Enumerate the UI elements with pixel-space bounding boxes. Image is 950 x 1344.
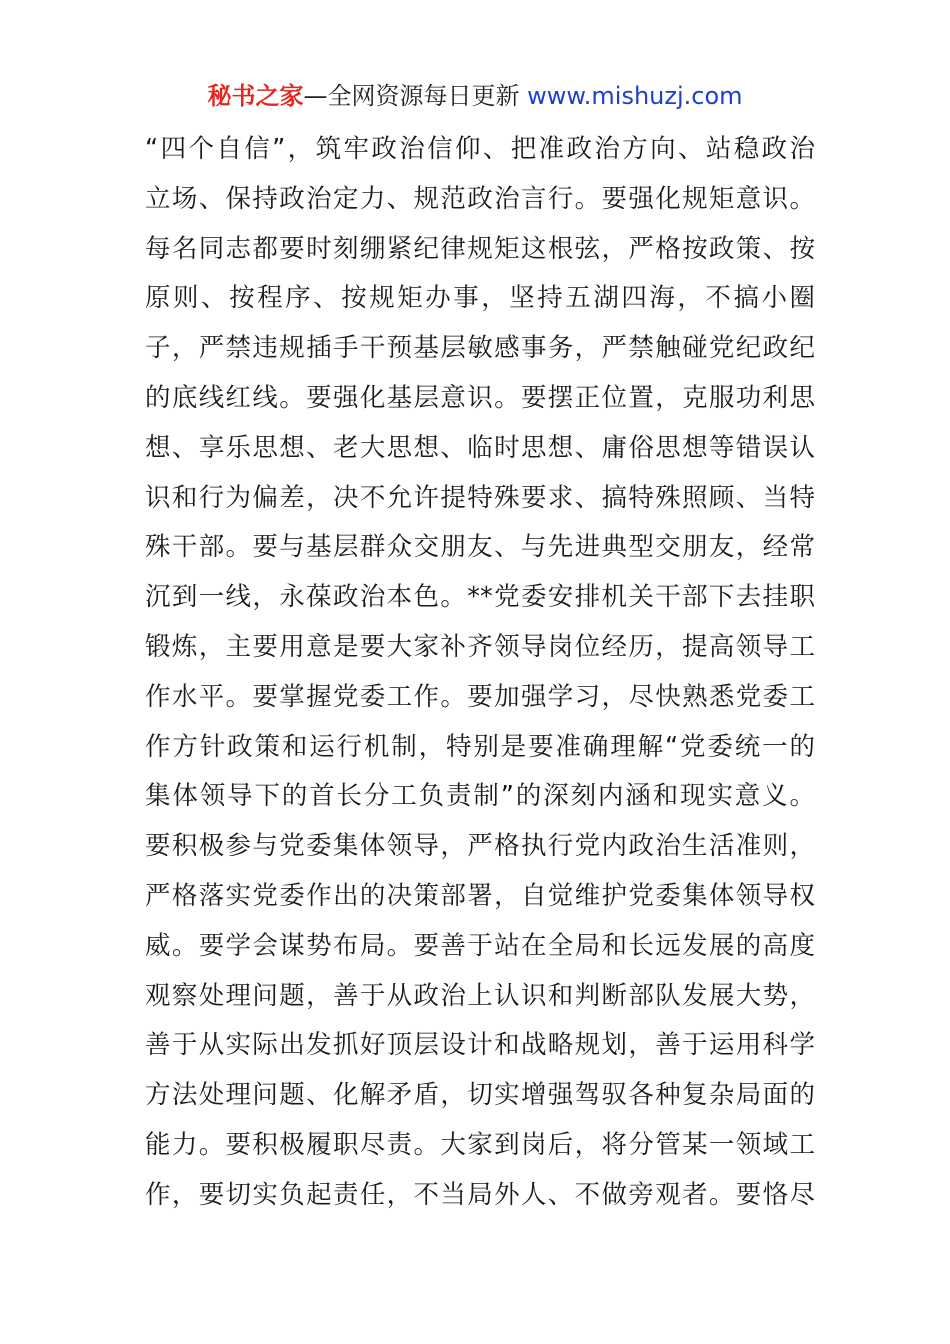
text-line: “四个自信”，筑牢政治信仰、把准政治方向、站稳政治 bbox=[145, 134, 815, 164]
text-line: 立场、保持政治定力、规范政治言行。要强化规矩意识。 bbox=[145, 183, 815, 214]
text-line: 作，要切实负起责任，不当局外人、不做旁观者。要恪尽 bbox=[145, 1179, 815, 1210]
page-header bbox=[0, 80, 950, 112]
header-site-link[interactable]: www.mishuzj.com bbox=[527, 82, 743, 110]
text-line: 想、享乐思想、老大思想、临时思想、庸俗思想等错误认 bbox=[145, 432, 815, 463]
text-line: 方法处理问题、化解矛盾，切实增强驾驭各种复杂局面的 bbox=[145, 1080, 815, 1111]
text-line: 沉到一线，永葆政治本色。**党委安排机关干部下去挂职 bbox=[145, 582, 815, 613]
text-line: 善于从实际出发抓好顶层设计和战略规划，善于运用科学 bbox=[145, 1030, 815, 1061]
text-line: 识和行为偏差，决不允许提特殊要求、搞特殊照顾、当特 bbox=[145, 482, 815, 513]
text-line: 能力。要积极履职尽责。大家到岗后，将分管某一领域工 bbox=[145, 1129, 815, 1160]
text-line: 每名同志都要时刻绷紧纪律规矩这根弦，严格按政策、按 bbox=[145, 233, 815, 264]
text-line: 的底线红线。要强化基层意识。要摆正位置，克服功利思 bbox=[145, 382, 815, 413]
text-line: 殊干部。要与基层群众交朋友、与先进典型交朋友，经常 bbox=[145, 532, 815, 563]
header-brand: 秘书之家 bbox=[207, 82, 304, 110]
header-tagline: —全网资源每日更新 bbox=[303, 82, 520, 110]
text-line: 威。要学会谋势布局。要善于站在全局和长远发展的高度 bbox=[145, 930, 815, 961]
text-line: 集体领导下的首长分工负责制”的深刻内涵和现实意义。 bbox=[145, 781, 815, 812]
text-line: 严格落实党委作出的决策部署，自觉维护党委集体领导权 bbox=[145, 880, 815, 911]
text-line: 作水平。要掌握党委工作。要加强学习，尽快熟悉党委工 bbox=[145, 681, 815, 712]
text-line: 要积极参与党委集体领导，严格执行党内政治生活准则， bbox=[145, 831, 815, 862]
text-line: 作方针政策和运行机制，特别是要准确理解“党委统一的 bbox=[145, 731, 815, 762]
text-line: 锻炼，主要用意是要大家补齐领导岗位经历，提高领导工 bbox=[145, 631, 815, 662]
text-line: 子，严禁违规插手干预基层敏感事务，严禁触碰党纪政纪 bbox=[145, 333, 815, 364]
text-line: 观察处理问题，善于从政治上认识和判断部队发展大势， bbox=[145, 980, 815, 1011]
body-text bbox=[145, 125, 815, 1221]
text-line: 原则、按程序、按规矩办事，坚持五湖四海，不搞小圈 bbox=[145, 283, 815, 314]
